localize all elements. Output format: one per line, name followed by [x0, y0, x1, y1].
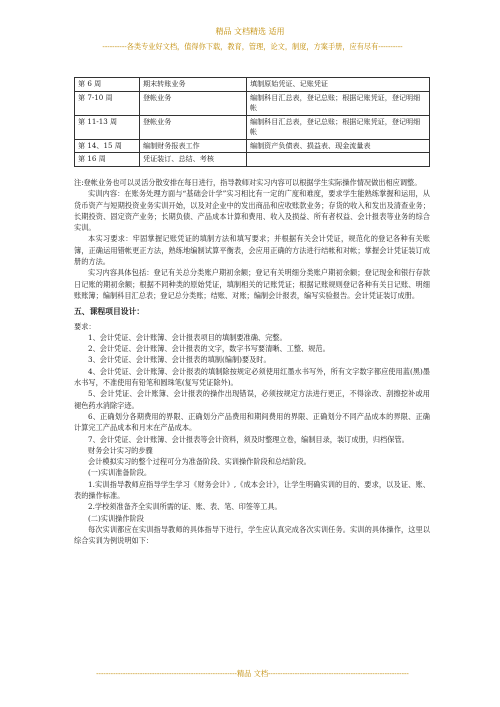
table-cell: 填制原始凭证、记账凭证	[247, 78, 430, 92]
table-cell: 第 7-10 周	[75, 91, 140, 115]
schedule-table	[74, 77, 430, 167]
table-row	[75, 78, 430, 92]
details-paragraph: 实习内容具体包括：登记有关总分类账户期初余额；登记有关明细分类账户期初余额；登记现金和银行存款日记账的期初余额；根据不同种类的原始凭证，填制相关的记账凭证；根据记账规则登记各种有关日记账、明细账账簿；编制科目汇总表；登记总分类账；结账、对账；编制会计报表，编写实验报告。会计凭证装订成册。	[74, 268, 430, 300]
requirements-paragraph: 本实习要求：牢固掌握记账凭证的填制方法和填写要求；并根据有关会计凭证，规范化的登记各种有关账簿，正确运用错帐更正方法，熟练地编制试算平衡表，会应用正确的方法进行结帐和对帐；掌握会计凭证装订成册的方法。	[74, 234, 430, 267]
table-cell: 第 6 周	[75, 78, 140, 92]
requirement-item: 3、会计凭证、会计账簿、会计报表的填制(编制)要及时。	[88, 355, 271, 365]
header-banner: ----------各类专业好文档，值得你下载，教育，管理，论文，制度，方案手册，应有尽有----------	[102, 42, 403, 51]
document-body	[74, 177, 430, 547]
stage-item: 每次实训都应在实训指导教师的具体指导下进行，学生应认真完成各次实训任务。实训的具体操作，这里以综合实训为例说明如下：	[74, 524, 430, 546]
table-row	[75, 153, 430, 167]
table-cell: 期末转账业务	[140, 78, 247, 92]
requirement-item: 2、会计凭证、会计账簿、会计报表的文字，数字书写要清晰、工整、规范。	[88, 344, 330, 354]
section-heading: 五、课程项目设计：	[74, 307, 145, 317]
stage-heading: (二)实训操作阶段	[88, 513, 144, 523]
table-cell: 第 11-13 周	[75, 115, 140, 139]
steps-intro: 会计模拟实习的整个过程可分为准备阶段、实训操作阶段和总结阶段。	[88, 457, 311, 467]
table-cell: 登帐业务	[140, 91, 247, 115]
table-cell: 编制财务报表工作	[140, 139, 247, 153]
table-cell: 凭证装订、总结、考核	[140, 153, 247, 167]
requirement-item: 1、会计凭证、会计账簿、会计报表项目的填制要准确、完整。	[88, 332, 287, 342]
requirement-item: 6、正确划分各期费用的界限、正确划分产品费用和期间费用的界限、正确划分不同产品成本的界限、正确计算完工产品成本和月末在产品成本。	[74, 411, 430, 433]
stage-heading: (一)实训准备阶段。	[88, 468, 152, 478]
training-content-paragraph: 实训内容：在账务处理方面与“基础会计学”实习相比有一定的广度和难度，要求学生能熟练掌握和运用，从货币资产与短期投资业务实训开始，以及对企业中的发出商品和应收账款业务；存货的收入和发出及清查业务；长期投资、固定资产业务；长期负债、产品成本计算和费用、收入及损益、所有者权益、会计报表等业务的综合实训。	[74, 189, 430, 233]
requirements-label: 要求：	[74, 321, 96, 331]
table-cell: 编制科目汇总表，登记总账；根据记账凭证，登记明细帐	[247, 115, 430, 139]
stage-item: 2.学校须准备齐全实训所需的证、账、表、笔、印签等工具。	[88, 502, 282, 512]
requirement-item: 7、会计凭证、会计账簿、会计报表等会计资料，须及时整理立卷，编制目录，装订成册，归档保管。	[88, 434, 409, 444]
table-row	[75, 91, 430, 115]
note-paragraph: 注:登帐业务也可以灵活分散安排在每日进行，指导教师对实习内容可以根据学生实际操作情况做出相应调整。	[74, 178, 422, 187]
footer-banner: ----------------------------------------------------------精品 文档----------------------------------------------------------	[96, 669, 409, 678]
requirement-item: 4、会计凭证、会计账簿、会计报表的填制除按规定必须使用红墨水书写外，所有文字数字都应使用蓝(黑)墨水书写，不准使用有铅笔和圆珠笔(复写凭证除外)。	[74, 366, 430, 388]
requirement-item: 5、会计凭证、会计账簿、会计报表的操作出现错误，必须按规定方法进行更正，不得涂改、刮擦挖补或用褪色药水消除字迹。	[74, 389, 430, 410]
table-cell: 第 14、15 周	[75, 139, 140, 153]
table-cell: 登帐业务	[140, 115, 247, 139]
table-row	[75, 115, 430, 139]
table-row	[75, 139, 430, 153]
stage-item: 1.实训指导教师应指导学生学习《财务会计》,《成本会计》，让学生明确实训的目的、要求，以及证、账、表的操作标准。	[74, 479, 430, 501]
table-cell: 第 16 周	[75, 153, 140, 167]
steps-title: 财务会计实习的步骤	[88, 445, 153, 455]
table-cell: 编制资产负债表、损益表、现金流量表	[247, 139, 430, 153]
header-title: 精品 文档精选 适用	[215, 27, 285, 36]
table-cell: 编制科目汇总表，登记总账；根据记账凭证，登记明细帐	[247, 91, 430, 115]
table-cell	[247, 153, 430, 167]
